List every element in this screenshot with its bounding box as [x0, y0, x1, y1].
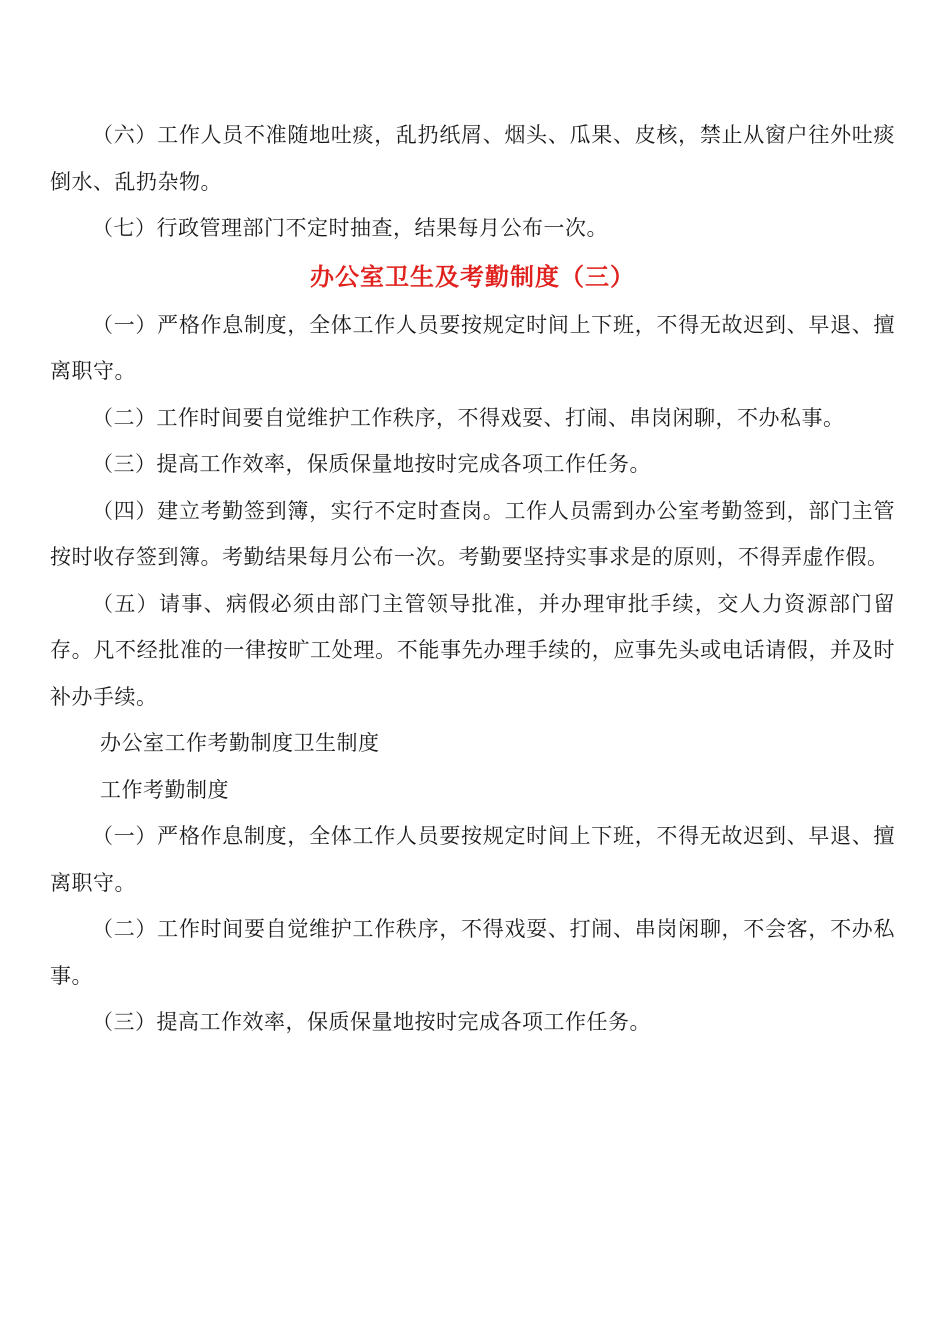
- final-paragraph-one: （一）严格作息制度，全体工作人员要按规定时间上下班，不得无故迟到、早退、擅离职守。: [50, 824, 895, 895]
- subheading-office-attendance-hygiene: 办公室工作考勤制度卫生制度: [100, 731, 380, 755]
- section-paragraph-two: （二）工作时间要自觉维护工作秩序，不得戏耍、打闹、串岗闲聊，不办私事。: [92, 405, 845, 430]
- document-body: [50, 112, 895, 1046]
- paragraph-seven: （七）行政管理部门不定时抽查，结果每月公布一次。: [92, 216, 608, 240]
- section-title: 办公室卫生及考勤制度（三）: [310, 261, 635, 291]
- final-paragraph-three: （三）提高工作效率，保质保量地按时完成各项工作任务。: [92, 1010, 651, 1034]
- section-paragraph-one: （一）严格作息制度，全体工作人员要按规定时间上下班，不得无故迟到、早退、擅离职守。: [50, 312, 895, 383]
- paragraph-six: （六）工作人员不准随地吐痰，乱扔纸屑、烟头、瓜果、皮核，禁止从窗户往外吐痰倒水、乱扔杂物。: [50, 123, 895, 194]
- section-paragraph-three: （三）提高工作效率，保质保量地按时完成各项工作任务。: [92, 452, 651, 476]
- subheading-work-attendance: 工作考勤制度: [100, 777, 229, 802]
- section-paragraph-five: （五）请事、病假必须由部门主管领导批准，并办理审批手续，交人力资源部门留存。凡不经批准的一律按旷工处理。不能事先办理手续的，应事先头或电话请假，并及时补办手续。: [50, 591, 895, 709]
- final-paragraph-two: （二）工作时间要自觉维护工作秩序，不得戏耍、打闹、串岗闲聊，不会客，不办私事。: [50, 917, 895, 988]
- section-paragraph-four: （四）建立考勤签到簿，实行不定时查岗。工作人员需到办公室考勤签到，部门主管按时收存签到簿。考勤结果每月公布一次。考勤要坚持实事求是的原则，不得弄虚作假。: [50, 498, 895, 569]
